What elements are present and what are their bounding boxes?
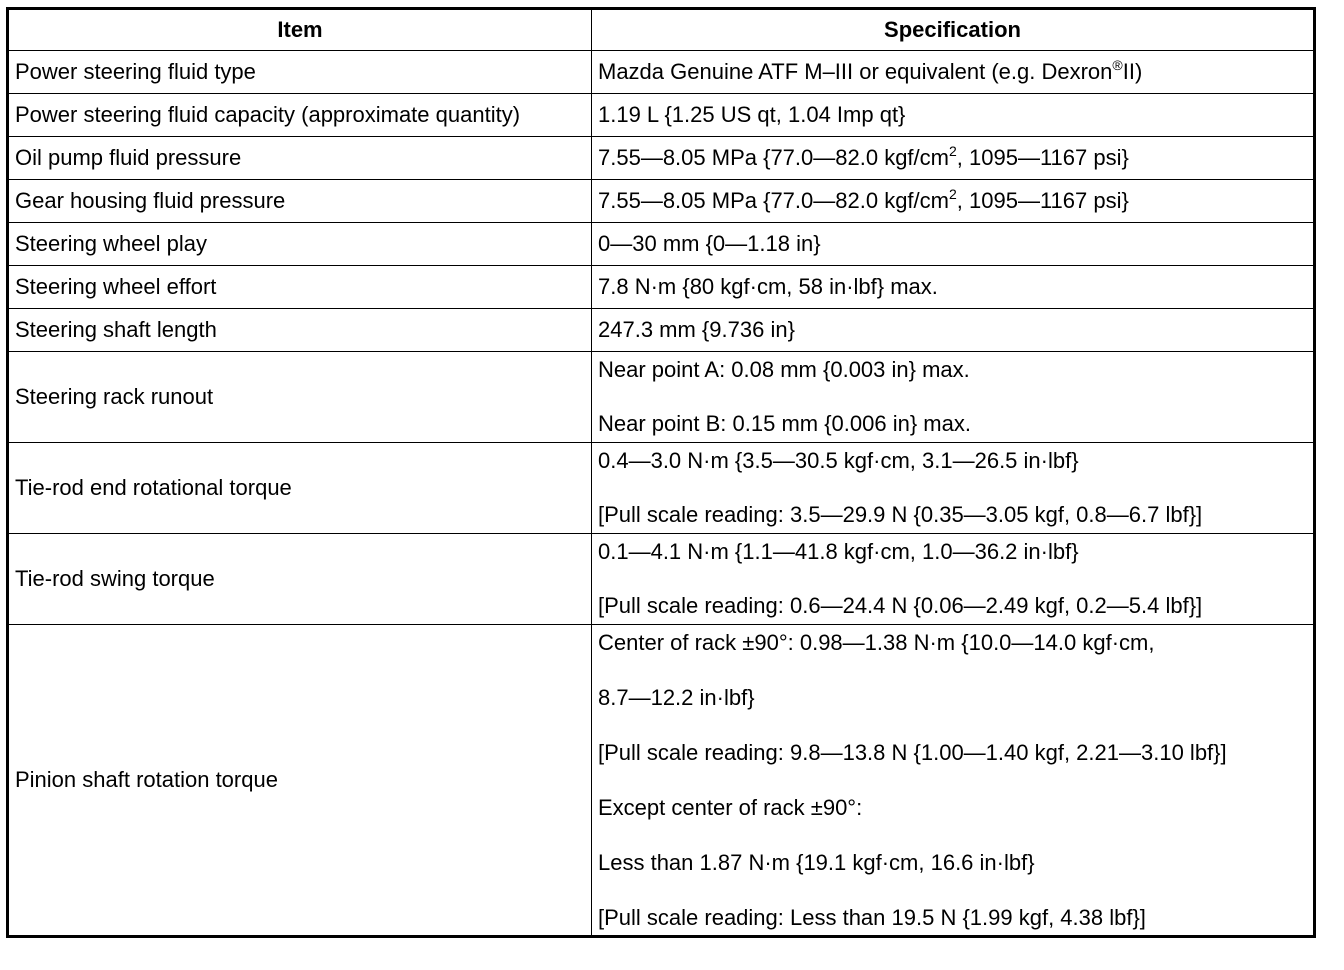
item-cell: Tie-rod end rotational torque [8,443,592,534]
table-row [8,180,1315,223]
spec-cell: 247.3 mm {9.736 in} [592,309,1315,352]
table-row [8,534,1315,625]
registered-mark: ® [1112,57,1123,73]
spec-cell: 1.19 L {1.25 US qt, 1.04 Imp qt} [592,94,1315,137]
spec-cell: Center of rack ±90°: 0.98—1.38 N·m {10.0—14.0 kgf·cm, 8.7—12.2 in·lbf} [Pull scale reading: 9.8—13.8 N {1.00—1.40 kgf, 2.21—3.10 lbf}] Except center of rack ±90°: Less than 1.87 N·m {19.1 kgf·cm, 16.6 in·lbf} [Pull scale reading: Less than 19.5 N {1.99 kgf, 4.38 lbf}] [592,625,1315,937]
spec-cell: Mazda Genuine ATF M–III or equivalent (e.g. Dexron®II) [592,51,1315,94]
specification-table [6,7,1316,938]
spec-cell: 0.1—4.1 N·m {1.1—41.8 kgf·cm, 1.0—36.2 in·lbf} [Pull scale reading: 0.6—24.4 N {0.06—2.49 kgf, 0.2—5.4 lbf}] [592,534,1315,625]
item-cell: Pinion shaft rotation torque [8,625,592,937]
table-row [8,223,1315,266]
item-cell: Power steering fluid type [8,51,592,94]
item-cell: Steering rack runout [8,352,592,443]
spec-cell: 0—30 mm {0—1.18 in} [592,223,1315,266]
table-row [8,137,1315,180]
spec-cell: 0.4—3.0 N·m {3.5—30.5 kgf·cm, 3.1—26.5 in·lbf} [Pull scale reading: 3.5—29.9 N {0.35—3.05 kgf, 0.8—6.7 lbf}] [592,443,1315,534]
table-row [8,51,1315,94]
table-row [8,94,1315,137]
spec-cell: 7.8 N·m {80 kgf·cm, 58 in·lbf} max. [592,266,1315,309]
item-cell: Gear housing fluid pressure [8,180,592,223]
table-row [8,266,1315,309]
item-cell: Oil pump fluid pressure [8,137,592,180]
item-cell: Steering wheel play [8,223,592,266]
spec-cell: 7.55—8.05 MPa {77.0—82.0 kgf/$cm^2$, 1095—1167 psi} [592,137,1315,180]
spec-cell: 7.55—8.05 MPa {77.0—82.0 kgf/$cm^2$, 1095—1167 psi} [592,180,1315,223]
item-cell: Steering wheel effort [8,266,592,309]
header-item: Item [8,9,592,51]
spec-cell: Near point A: 0.08 mm {0.003 in} max. Near point B: 0.15 mm {0.006 in} max. [592,352,1315,443]
table-row [8,625,1315,937]
table-row [8,443,1315,534]
header-specification: Specification [592,9,1315,51]
table-row [8,309,1315,352]
item-cell: Power steering fluid capacity (approximate quantity) [8,94,592,137]
item-cell: Tie-rod swing torque [8,534,592,625]
table-row [8,352,1315,443]
item-cell: Steering shaft length [8,309,592,352]
header-row [8,9,1315,51]
